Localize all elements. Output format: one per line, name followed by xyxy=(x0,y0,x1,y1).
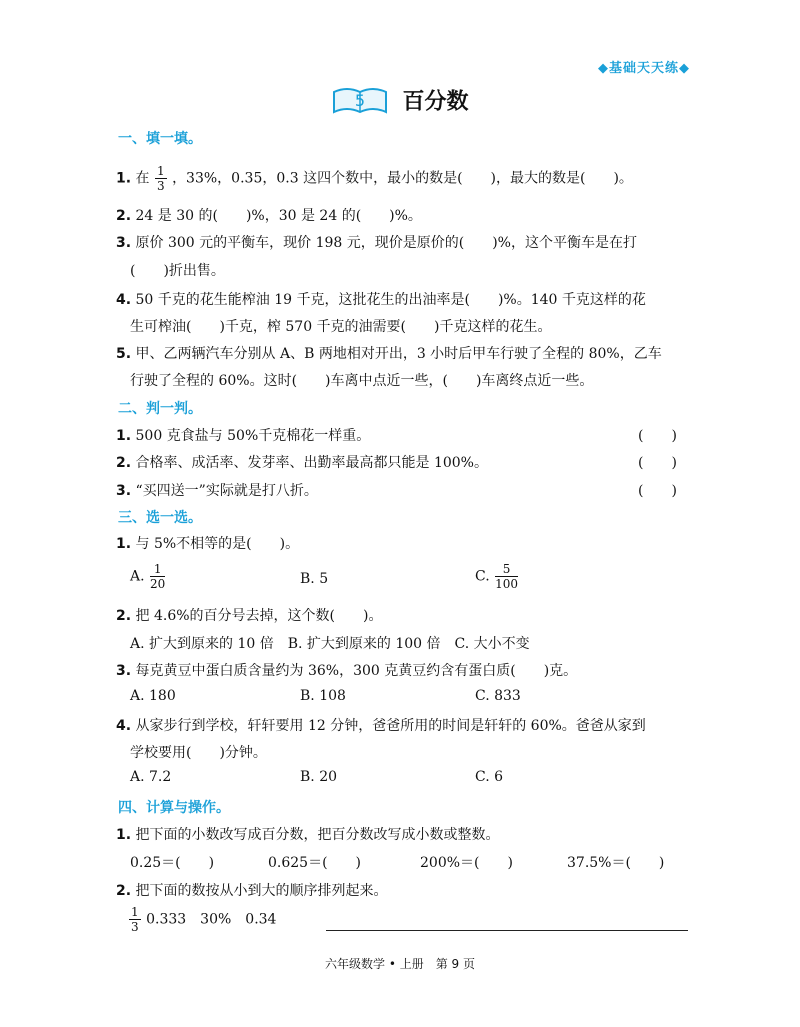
fill-question-5-cont: 行驶了全程的 60%。这时( )车离中点近一些，( )车离终点近一些。 xyxy=(130,373,594,389)
denominator: 3 xyxy=(156,179,165,193)
fraction xyxy=(129,905,141,934)
judge-question-2 xyxy=(116,452,488,472)
conversion-item[interactable]: 200%＝( ) xyxy=(420,855,513,871)
choose-question-4 xyxy=(116,715,646,735)
fill-question-2 xyxy=(116,205,422,225)
choose-question-3 xyxy=(116,660,577,680)
page-title xyxy=(0,84,800,116)
question-number: 2. xyxy=(116,455,132,471)
option-letter: C. xyxy=(475,568,490,585)
fill-question-5 xyxy=(116,343,662,363)
section-heading-calc: 四、计算与操作。 xyxy=(118,800,230,816)
unit-number: 5 xyxy=(355,91,366,110)
text: 每克黄豆中蛋白质含量约为 36%，300 克黄豆约含有蛋白质( )克。 xyxy=(135,663,578,679)
choice-a[interactable]: A. 7.2 xyxy=(130,769,172,785)
judge-answer-paren[interactable]: ( ) xyxy=(638,483,677,499)
conversion-item[interactable]: 37.5%＝( ) xyxy=(567,855,665,871)
text: 从家步行到学校，轩轩要用 12 分钟，爸爸所用的时间是轩轩的 60%。爸爸从家到 xyxy=(135,718,646,734)
choice-c[interactable]: C. 6 xyxy=(475,769,504,785)
text: “买四送一”实际就是打八折。 xyxy=(135,483,318,499)
question-number: 4. xyxy=(116,292,132,308)
question-number: 4. xyxy=(116,718,132,734)
text: 原价 300 元的平衡车，现价 198 元，现价是原价的( )%，这个平衡车是在打 xyxy=(135,235,637,251)
text: 0.333 30% 0.34 xyxy=(146,911,277,928)
denominator: 3 xyxy=(131,920,139,934)
fraction xyxy=(495,562,518,591)
choice-options[interactable]: A. 扩大到原来的 10 倍 B. 扩大到原来的 100 倍 C. 大小不变 xyxy=(130,636,530,652)
section-heading-judge: 二、判一判。 xyxy=(118,401,202,417)
judge-question-3 xyxy=(116,480,318,500)
section-heading-choose: 三、选一选。 xyxy=(118,510,202,526)
text: 与 5%不相等的是( )。 xyxy=(135,536,300,552)
question-number: 3. xyxy=(116,483,132,499)
choose-question-1 xyxy=(116,533,299,553)
practice-tag: ◆基础天天练◆ xyxy=(598,61,690,76)
fill-question-1 xyxy=(116,164,633,193)
question-number: 1. xyxy=(116,827,132,843)
question-number: 5. xyxy=(116,346,132,362)
choose-question-2 xyxy=(116,605,382,625)
question-number: 1. xyxy=(116,428,132,444)
choice-a[interactable]: A. 180 xyxy=(130,688,176,704)
text: 在 xyxy=(135,170,150,187)
section-heading-fill: 一、填一填。 xyxy=(118,131,202,147)
choose-question-4-cont: 学校要用( )分钟。 xyxy=(130,745,267,761)
option-letter: A. xyxy=(130,568,145,585)
choice-b[interactable]: B. 108 xyxy=(300,688,346,704)
text: 合格率、成活率、发芽率、出勤率最高都只能是 100%。 xyxy=(135,455,488,471)
judge-answer-paren[interactable]: ( ) xyxy=(638,428,677,444)
text: 50 千克的花生能榨油 19 千克，这批花生的出油率是( )%。140 千克这样的花 xyxy=(135,292,646,308)
book-icon xyxy=(331,84,389,116)
question-number: 3. xyxy=(116,663,132,679)
question-number: 2. xyxy=(116,208,132,224)
answer-line[interactable] xyxy=(326,930,688,931)
fill-question-4 xyxy=(116,289,646,309)
denominator: 20 xyxy=(150,577,166,591)
text: 甲、乙两辆汽车分别从 A、B 两地相对开出，3 小时后甲车行驶了全程的 80%，乙车 xyxy=(135,346,662,362)
conversion-item[interactable]: 0.625＝( ) xyxy=(268,855,362,871)
fill-question-4-cont: 生可榨油( )千克，榨 570 千克的油需要( )千克这样的花生。 xyxy=(130,319,552,335)
title-text: 百分数 xyxy=(402,89,469,115)
fraction xyxy=(150,562,165,591)
choice-c[interactable] xyxy=(475,562,519,591)
page-footer: 六年级数学 • 上册 第 9 页 xyxy=(325,957,475,971)
question-number: 2. xyxy=(116,883,132,899)
question-number: 2. xyxy=(116,608,132,624)
question-number: 1. xyxy=(116,536,132,552)
choice-c[interactable]: C. 833 xyxy=(475,688,521,704)
fraction xyxy=(155,164,167,193)
choice-a[interactable] xyxy=(130,562,166,591)
judge-question-1 xyxy=(116,425,686,445)
numerator: 1 xyxy=(131,905,139,919)
numerator: 5 xyxy=(495,562,518,577)
question-number: 1. xyxy=(116,170,132,187)
numerator: 1 xyxy=(150,562,165,577)
fill-question-3 xyxy=(116,232,637,252)
text: 把 4.6%的百分号去掉，这个数( )。 xyxy=(135,608,383,624)
denominator: 100 xyxy=(495,577,519,591)
judge-answer-paren[interactable]: ( ) xyxy=(638,455,677,471)
numerator: 1 xyxy=(156,164,165,178)
choice-b[interactable]: B. 5 xyxy=(300,571,329,587)
numbers-to-order xyxy=(128,905,276,934)
text: ，33%，0.35，0.3 这四个数中，最小的数是( )，最大的数是( )。 xyxy=(172,170,633,187)
text: 把下面的数按从小到大的顺序排列起来。 xyxy=(135,883,388,899)
text: 500 克食盐与 50%千克棉花一样重。 xyxy=(135,428,371,444)
fill-question-3-cont: ( )折出售。 xyxy=(130,263,225,279)
conversion-item[interactable]: 0.25＝( ) xyxy=(130,855,215,871)
calc-question-2 xyxy=(116,880,388,900)
calc-question-1 xyxy=(116,824,500,844)
choice-b[interactable]: B. 20 xyxy=(300,769,338,785)
text: 24 是 30 的( )%，30 是 24 的( )%。 xyxy=(135,208,422,224)
question-number: 3. xyxy=(116,235,132,251)
text: 把下面的小数改写成百分数，把百分数改写成小数或整数。 xyxy=(135,827,500,843)
